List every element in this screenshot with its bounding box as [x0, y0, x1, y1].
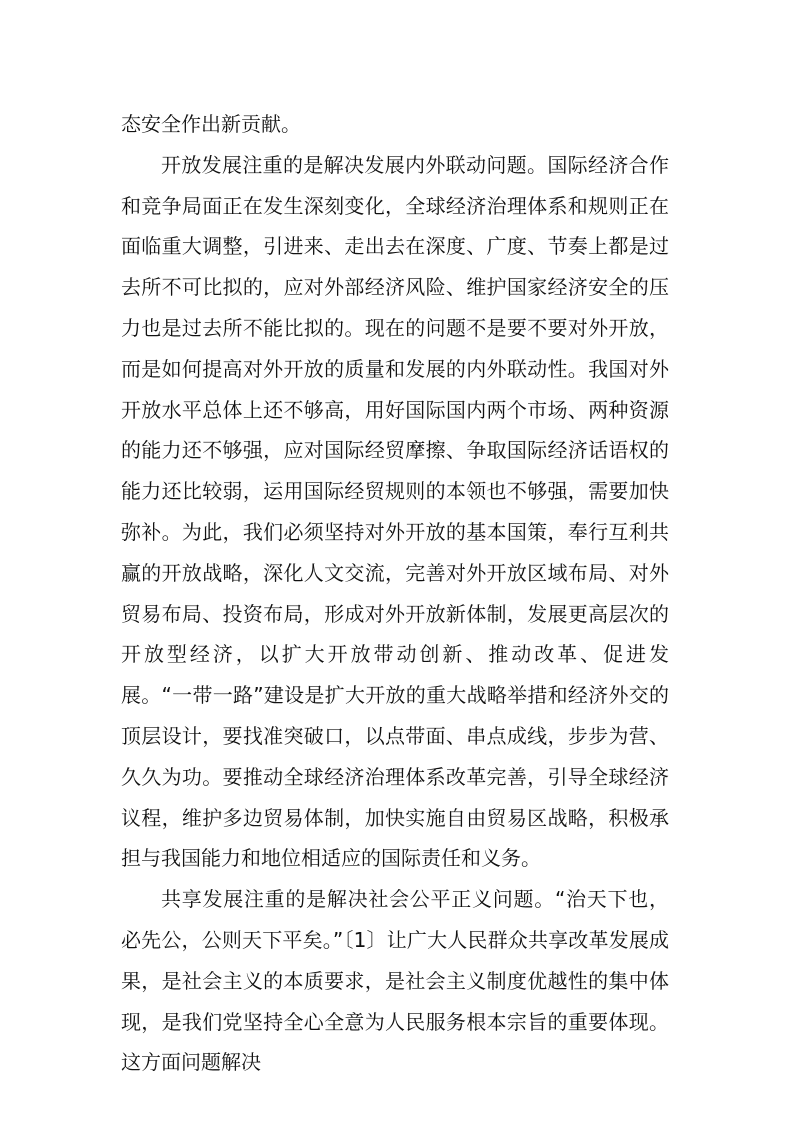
paragraph-open-development: 开放发展注重的是解决发展内外联动问题。国际经济合作和竞争局面正在发生深刻变化，全球经济治理体系和规则正在面临重大调整，引进来、走出去在深度、广度、节奏上都是过去所不可比拟的，应对外部经济风险、维护国家经济安全的压力也是过去所不能比拟的。现在的问题不是要不要对外开放，而是如何提高对外开放的质量和发展的内外联动性。我国对外开放水平总体上还不够高，用好国际国内两个市场、两种资源的能力还不够强，应对国际经贸摩擦、争取国际经济话语权的能力还比较弱，运用国际经贸规则的本领也不够强，需要加快弥补。为此，我们必须坚持对外开放的基本国策，奉行互利共赢的开放战略，深化人文交流，完善对外开放区域布局、对外贸易布局、投资布局，形成对外开放新体制，发展更高层次的开放型经济，以扩大开放带动创新、推动改革、促进发展。“一带一路”建设是扩大开放的重大战略举措和经济外交的顶层设计，要找准突破口，以点带面、串点成线，步步为营、久久为功。要推动全球经济治理体系改革完善，引导全球经济议程，维护多边贸易体制，加快实施自由贸易区战略，积极承担与我国能力和地位相适应的国际责任和义务。 — [121, 152, 669, 871]
body-text — [121, 104, 669, 1083]
paragraph-shared-development: 共享发展注重的是解决社会公平正义问题。“治天下也，必先公，公则天下平矣。”〔1〕让广大人民群众共享改革发展成果，是社会主义的本质要求，是社会主义制度优越性的集中体现，是我们党坚持全心全意为人民服务根本宗旨的重要体现。这方面问题解决 — [121, 887, 669, 1075]
paragraph-continuation: 态安全作出新贡献。 — [121, 112, 301, 136]
